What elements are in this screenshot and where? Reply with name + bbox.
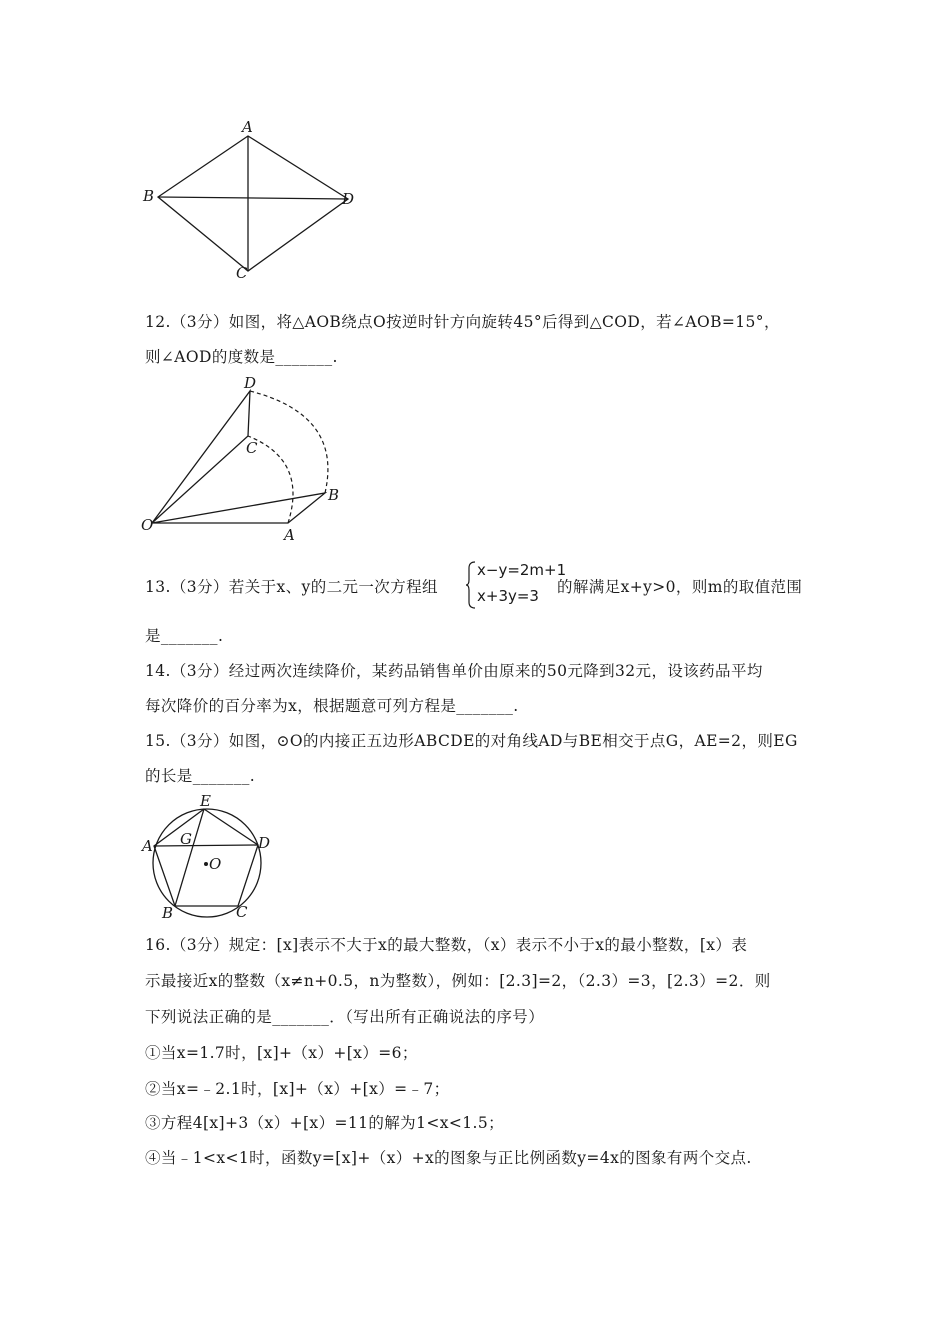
label-g: G	[180, 830, 192, 848]
rhombus-outline	[158, 136, 348, 271]
label-b: B	[143, 187, 155, 205]
equation-2: x+3y=3	[477, 587, 539, 605]
q16-option-3: ③方程4[x]+3（x）+[x）=11的解为1<x<1.5；	[145, 1114, 505, 1132]
q14-line1: 14.（3分）经过两次连续降价，某药品销售单价由原来的50元降到32元，设该药品平均	[145, 662, 763, 680]
label-b: B	[328, 486, 340, 504]
equation-1: x−y=2m+1	[477, 561, 567, 579]
q13-prefix: 13.（3分）若关于x、y的二元一次方程组	[145, 578, 438, 596]
label-o: O	[141, 516, 154, 534]
equation-system	[465, 560, 567, 610]
q13-suffix: 的解满足x+y>0，则m的取值范围	[557, 578, 803, 596]
q16-line1: 16.（3分）规定：[x]表示不大于x的最大整数，（x）表示不小于x的最小整数，[x）表	[145, 936, 748, 954]
pentagon-figure	[140, 793, 280, 921]
label-c: C	[246, 439, 258, 457]
label-d: D	[342, 190, 355, 208]
rhombus-svg	[140, 118, 370, 283]
q14-line2: 每次降价的百分率为x，根据题意可列方程是_______.	[145, 697, 519, 715]
label-b: B	[162, 904, 174, 922]
label-a: A	[142, 837, 153, 855]
q13-line2: 是_______.	[145, 627, 224, 645]
label-d: D	[244, 374, 257, 392]
triangle-aob	[152, 493, 325, 523]
label-c: C	[236, 264, 248, 282]
brace-icon	[465, 560, 477, 610]
label-a: A	[284, 526, 295, 544]
center-dot	[204, 862, 208, 866]
pentagon-svg	[140, 793, 280, 921]
label-c: C	[236, 903, 248, 921]
diagonal-ad	[154, 845, 258, 846]
label-d: D	[258, 834, 271, 852]
q16-line3: 下列说法正确的是_______．（写出所有正确说法的序号）	[145, 1008, 545, 1026]
rhombus-figure	[140, 118, 370, 283]
q15-line1: 15.（3分）如图，⊙O的内接正五边形ABCDE的对角线AD与BE相交于点G，AE=2，则EG	[145, 732, 798, 750]
q16-line2: 示最接近x的整数（x≠n+0.5，n为整数），例如：[2.3]=2，（2.3）=3，[2.3）=2．则	[145, 972, 771, 990]
q16-option-2: ②当x=﹣2.1时，[x]+（x）+[x）=﹣7；	[145, 1080, 450, 1098]
q12-line1: 12.（3分）如图，将△AOB绕点O按逆时针方向旋转45°后得到△COD，若∠AOB=15°，	[145, 313, 780, 331]
rotation-svg	[138, 370, 358, 545]
label-a: A	[242, 118, 253, 136]
q12-line2: 则∠AOD的度数是_______.	[145, 348, 338, 366]
rotation-figure	[138, 370, 358, 545]
q15-line2: 的长是_______.	[145, 767, 256, 785]
q16-option-4: ④当﹣1<x<1时，函数y=[x]+（x）+x的图象与正比例函数y=4x的图象有两个交点.	[145, 1149, 752, 1167]
label-o: O	[209, 855, 222, 873]
q16-option-1: ①当x=1.7时，[x]+（x）+[x）=6；	[145, 1044, 418, 1062]
diagonal-bd	[158, 197, 348, 199]
q13-line1	[145, 575, 438, 597]
triangle-cod	[152, 391, 250, 523]
label-e: E	[200, 792, 211, 810]
diagonal-be	[175, 809, 204, 906]
